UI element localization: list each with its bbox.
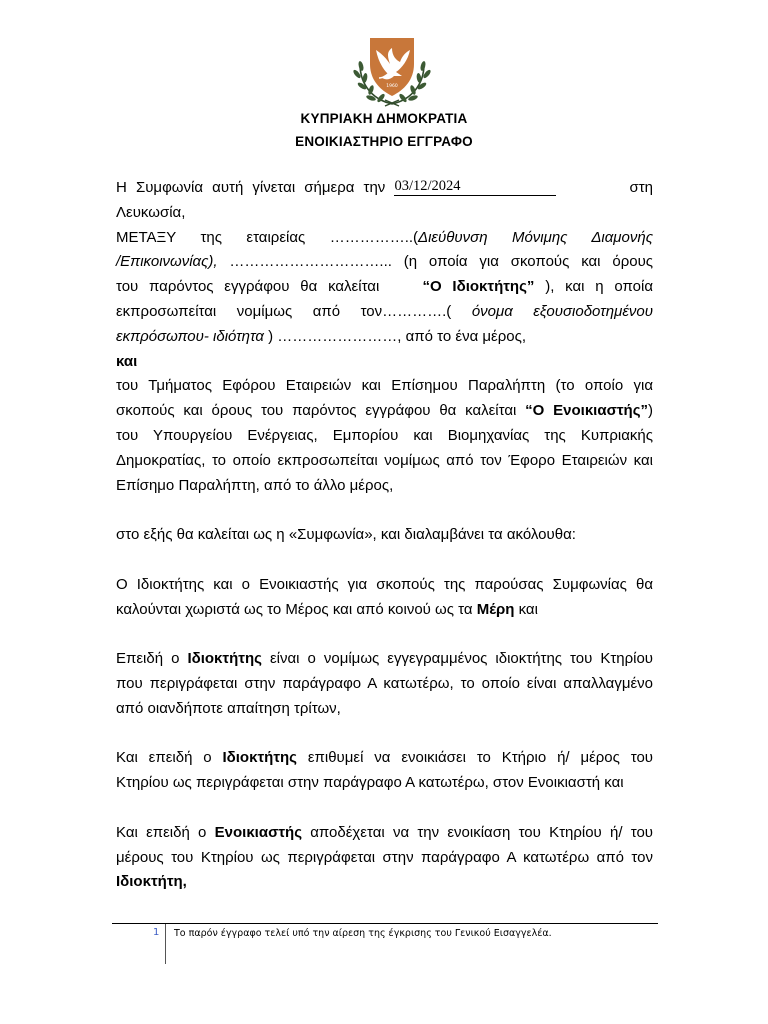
footnote-marker-bar xyxy=(165,924,166,964)
paragraph-tenant-line2: σκοπούς και όρους του παρόντος εγγράφου θα καλείται “Ο Ενοικιαστής”) xyxy=(116,402,653,420)
paragraph-tenant-line5: Επίσημο Παραλήπτη, από το άλλο μέρος, xyxy=(116,476,394,494)
footnote-text: Το παρόν έγγραφο τελεί υπό την αίρεση της έγκρισης του Γενικού Εισαγγελέα. xyxy=(174,928,552,939)
paragraph-between-line2: /Επικοινωνίας), …………………………... (η οποία για σκοπούς και όρους xyxy=(116,253,653,271)
document-title: ΕΝΟΙΚΙΑΣΤΗΡΙΟ ΕΓΓΡΑΦΟ xyxy=(295,134,473,149)
paragraph-between-line3: του παρόντος εγγράφου θα καλείται “Ο Ιδιοκτήτης” ), και η οποία xyxy=(116,278,654,296)
paragraph-agreement: στο εξής θα καλείται ως η «Συμφωνία», και διαλαμβάνει τα ακόλουθα: xyxy=(116,526,576,544)
paragraph-tenant-line1: του Τμήματος Εφόρου Εταιρειών και Επίσημου Παραλήπτη (το οποίο για xyxy=(116,377,653,395)
paragraph-parties-line1: Ο Ιδιοκτήτης και ο Ενοικιαστής για σκοπούς της παρούσας Συμφωνίας θα xyxy=(116,575,653,593)
paragraph-whereas3-line1: Και επειδή ο Ενοικιαστής αποδέχεται να την ενοικίαση του Κτηρίου ή/ του xyxy=(116,823,653,841)
paragraph-whereas2-line2: Κτηρίου ως περιγράφεται στην παράγραφο Α κατωτέρω, στον Ενοικιαστή και xyxy=(116,774,624,792)
paragraph-tenant-line3: του Υπουργείου Ενέργειας, Εμπορίου και Βιομηχανίας της Κυπριακής xyxy=(116,426,653,444)
agreement-body xyxy=(116,176,653,895)
paragraph-between-line5: εκπρόσωπου- ιδιότητα ) ……………………, από το ένα μέρος, xyxy=(116,327,527,345)
paragraph-parties-line2: καλούνται χωριστά ως το Μέρος και από κοινού ως τα Μέρη και xyxy=(116,600,538,618)
footnote-divider xyxy=(112,923,658,924)
paragraph-whereas1-line3: από οιανδήποτε απαίτηση τρίτων, xyxy=(116,699,341,717)
and-label: και xyxy=(116,352,138,370)
paragraph-intro-line1: Η Συμφωνία αυτή γίνεται σήμερα την 03/12/2024 στη xyxy=(116,178,654,196)
paragraph-tenant-line4: Δημοκρατίας, το οποίο εκπροσωπείται νομίμως από τον Έφορο Εταιρειών και xyxy=(116,451,653,469)
paragraph-whereas2-line1: Και επειδή ο Ιδιοκτήτης επιθυμεί να ενοικιάσει το Κτήριο ή/ μέρος του xyxy=(116,749,653,767)
document-header-country: ΚΥΠΡΙΑΚΗ ΔΗΜΟΚΡΑΤΙΑ xyxy=(300,111,468,126)
footnote-number: 1 xyxy=(153,927,160,938)
paragraph-whereas1-line2: που περιγράφεται στην παράγραφο Α κατωτέρω, το οποίο είναι απαλλαγμένο xyxy=(116,674,653,692)
date-field[interactable]: 03/12/2024 xyxy=(394,177,556,196)
paragraph-whereas3-line2: μέρους του Κτηρίου ως περιγράφεται στην παράγραφο Α κατωτέρω από τον xyxy=(116,848,653,866)
paragraph-between-line4: εκπροσωπείται νομίμως από τον………….( όνομα εξουσιοδοτημένου xyxy=(116,302,653,320)
paragraph-whereas1-line1: Επειδή ο Ιδιοκτήτης είναι ο νομίμως εγγεγραμμένος ιδιοκτήτης του Κτηρίου xyxy=(116,650,654,668)
paragraph-whereas3-line3: Ιδιοκτήτη, xyxy=(116,873,187,891)
paragraph-intro-line2: Λευκωσία, xyxy=(116,203,186,221)
cyprus-coat-of-arms-icon xyxy=(352,34,432,108)
paragraph-between-line1: ΜΕΤΑΞΥ της εταιρείας ……………..(Διεύθυνση Μόνιμης Διαμονής xyxy=(116,228,653,246)
emblem-year: 1960 xyxy=(386,84,398,89)
